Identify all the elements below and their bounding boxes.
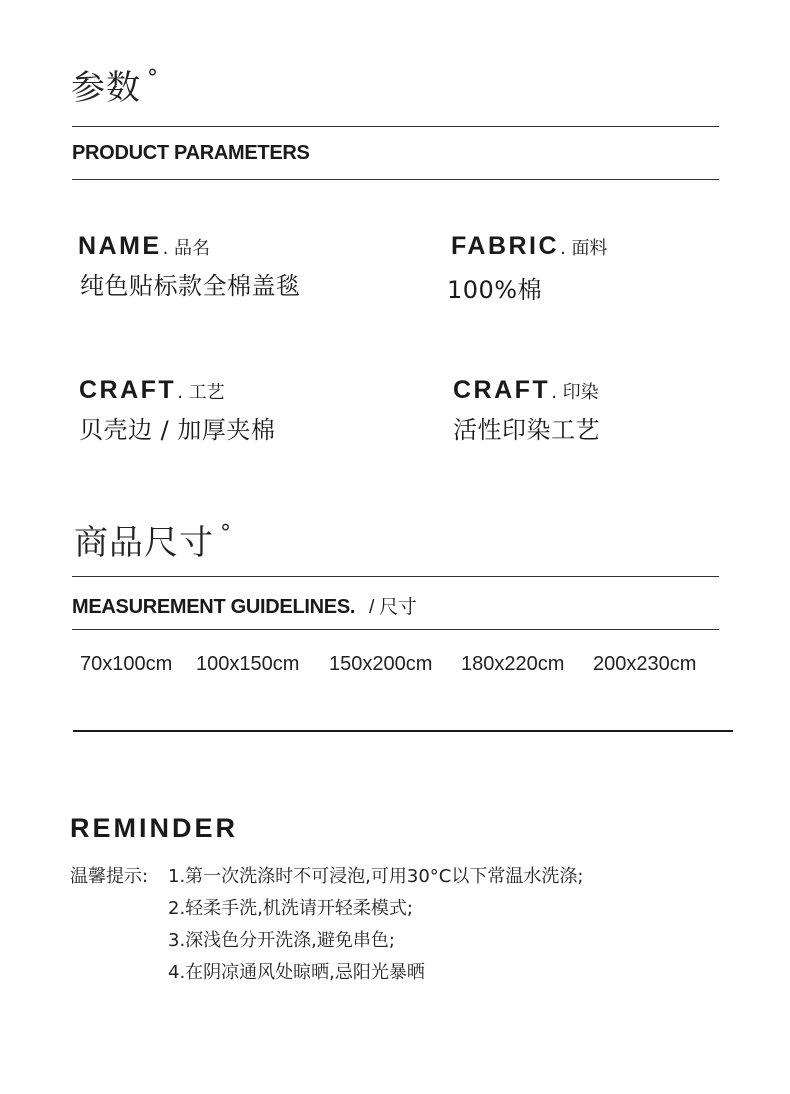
params-subtitle: PRODUCT PARAMETERS (72, 142, 310, 164)
params-section-title (71, 60, 159, 109)
size-subtitle-text: MEASUREMENT GUIDELINES. (72, 596, 356, 618)
size-item: 180x220cm (461, 653, 565, 675)
param-key-label: NAME (78, 232, 162, 260)
param-value-craft: 贝壳边 / 加厚夹棉 (79, 416, 276, 444)
param-key-cn-label: . 印染 (551, 382, 599, 403)
degree-mark: ° (147, 66, 159, 91)
divider (72, 179, 719, 180)
size-section-title (74, 515, 232, 564)
param-key-label: FABRIC (451, 232, 560, 260)
divider (72, 576, 719, 577)
size-item: 100x150cm (196, 653, 300, 675)
divider (72, 629, 719, 630)
size-item: 70x100cm (80, 653, 173, 675)
reminder-line: 1.第一次洗涤时不可浸泡,可用30°C以下常温水洗涤; (168, 866, 584, 887)
params-title-text: 参数 (71, 68, 141, 108)
param-key-label: CRAFT (79, 376, 177, 404)
param-key-cn-label: . 工艺 (177, 382, 225, 403)
param-key-dyeing (453, 376, 599, 405)
param-value-dyeing: 活性印染工艺 (453, 416, 600, 444)
size-subtitle (72, 592, 416, 619)
reminder-line: 3.深浅色分开洗涤,避免串色; (168, 930, 395, 951)
param-key-name (78, 232, 210, 261)
divider-thick (73, 730, 733, 732)
size-item: 200x230cm (593, 653, 697, 675)
param-key-cn-label: . 面料 (560, 238, 608, 259)
param-key-fabric (451, 232, 608, 261)
size-title-text: 商品尺寸 (74, 523, 214, 563)
reminder-line: 2.轻柔手洗,机洗请开轻柔模式; (168, 898, 413, 919)
reminder-line: 4.在阴凉通风处晾晒,忌阳光暴晒 (168, 962, 425, 983)
param-key-cn-label: . 品名 (162, 238, 211, 259)
reminder-title: REMINDER (70, 813, 239, 843)
param-value-fabric: 100%棉 (447, 276, 543, 304)
reminder-label: 温馨提示: (70, 866, 149, 887)
divider (72, 126, 719, 127)
param-key-label: CRAFT (453, 376, 551, 404)
size-item: 150x200cm (329, 653, 433, 675)
size-subtitle-suffix: / 尺寸 (369, 597, 417, 618)
degree-mark: ° (220, 521, 232, 546)
param-key-craft (79, 376, 225, 405)
param-value-name: 纯色贴标款全棉盖毯 (80, 272, 301, 300)
